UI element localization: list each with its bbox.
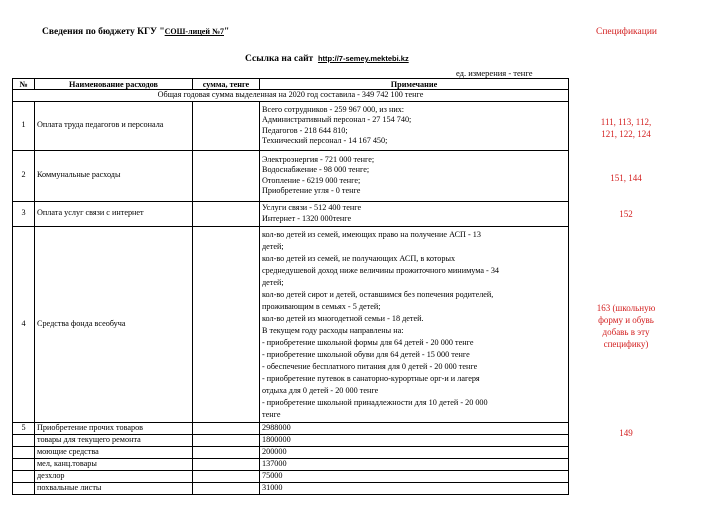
- note-line: Интернет - 1320 000тенге: [262, 213, 352, 223]
- row-note: 137000: [260, 458, 569, 470]
- row-num: 4: [13, 226, 35, 422]
- note-line: Технический персонал - 14 167 450;: [262, 136, 388, 145]
- row-sum: [193, 150, 260, 201]
- row-note: 75000: [260, 470, 569, 482]
- row-sum: [193, 101, 260, 150]
- row-note: [260, 226, 569, 422]
- row-num: 2: [13, 150, 35, 201]
- table-row: [13, 434, 569, 446]
- note-line: - приобретение школьной формы для 64 детей - 20 000 тенге: [262, 338, 474, 347]
- note-line: Всего сотрудников - 259 967 000, из них:: [262, 104, 405, 114]
- spec-codes-1: [581, 116, 671, 140]
- row-sum: [193, 470, 260, 482]
- spec-code-line: 111, 113, 112,: [600, 117, 652, 127]
- row-note: [260, 150, 569, 201]
- title-suffix: ": [224, 27, 230, 37]
- row-sum: [193, 458, 260, 470]
- table-row: [13, 482, 569, 494]
- title-prefix: Сведения по бюджету КГУ ": [42, 27, 165, 37]
- note-line: отдыха для 0 детей - 20 000 тенге: [262, 386, 379, 395]
- spec-codes-2: [581, 172, 671, 184]
- unit-note: ед. измерения - тенге: [456, 68, 533, 78]
- row-name: Оплата труда педагогов и персонала: [35, 101, 193, 150]
- row-note: [260, 101, 569, 150]
- table-row: [13, 470, 569, 482]
- table-row: [13, 458, 569, 470]
- table-row: [13, 422, 569, 434]
- total-line: Общая годовая сумма выделенная на 2020 год составила - 349 742 100 тенге: [13, 90, 569, 102]
- school-name: СОШ-лицей №7: [164, 27, 224, 36]
- col-header-name: Наименование расходов: [35, 79, 193, 90]
- row-name: Средства фонда всеобуча: [35, 226, 193, 422]
- row-sum: [193, 434, 260, 446]
- row-note: 2988000: [260, 422, 569, 434]
- spec-codes-4: [581, 302, 671, 350]
- note-line: - приобретение школьной принадлежности для 10 детей - 20 000: [262, 398, 488, 407]
- note-line: Административный персонал - 27 154 740;: [262, 115, 412, 124]
- note-line: проживающим в семьях - 5 детей;: [262, 302, 381, 311]
- note-line: кол-во детей сирот и детей, оставшимся без попечения родителей,: [262, 290, 494, 299]
- row-name: Оплата услуг связи с интернет: [35, 201, 193, 226]
- row-num: [13, 458, 35, 470]
- spec-codes-3: [581, 208, 671, 220]
- row-note: 200000: [260, 446, 569, 458]
- row-name: моющие средства: [35, 446, 193, 458]
- note-line: Услуги связи - 512 400 тенге: [262, 203, 362, 212]
- note-line: среднедушевой доход ниже величины прожиточного минимума - 34: [262, 266, 500, 275]
- table-row: [13, 201, 569, 226]
- col-header-sum: сумма, тенге: [193, 79, 260, 90]
- row-sum: [193, 482, 260, 494]
- row-note: 1800000: [260, 434, 569, 446]
- spec-code-line: добавь в эту: [602, 327, 650, 337]
- spec-code-line: 151, 144: [610, 173, 642, 183]
- note-line: кол-во детей из семей, не получающих АСП, в которых: [262, 254, 456, 263]
- row-num: [13, 434, 35, 446]
- note-line: - приобретение школьной обуви для 64 детей - 15 000 тенге: [262, 350, 470, 359]
- row-name: товары для текущего ремонта: [35, 434, 193, 446]
- row-name: мел, канц.товары: [35, 458, 193, 470]
- table-row: [13, 150, 569, 201]
- spec-code-line: 121, 122, 124: [601, 129, 651, 139]
- note-line: кол-во детей из семей, имеющих право на получение АСП - 13: [262, 230, 481, 239]
- note-line: детей;: [262, 278, 284, 287]
- total-row: [13, 90, 569, 102]
- note-line: кол-во детей из многодетной семьи - 18 детей.: [262, 314, 424, 323]
- row-note: [260, 201, 569, 226]
- note-line: - приобретение путевок в санаторно-курортные орг-и и лагеря: [262, 374, 480, 383]
- budget-table: [12, 78, 569, 495]
- row-num: 3: [13, 201, 35, 226]
- row-name: похвальные листы: [35, 482, 193, 494]
- document-title: [42, 27, 229, 37]
- spec-code-line: 149: [619, 428, 633, 438]
- row-num: [13, 446, 35, 458]
- table-row: [13, 446, 569, 458]
- spec-code-line: форму и обувь: [598, 315, 654, 325]
- site-label: Ссылка на сайт: [245, 54, 314, 64]
- site-url-link[interactable]: http://7-semey.mektebi.kz: [317, 54, 409, 63]
- note-line: Водоснабжение - 98 000 тенге;: [262, 165, 370, 174]
- site-link-row: [245, 54, 409, 64]
- row-num: 5: [13, 422, 35, 434]
- note-line: Отопление - 6219 000 тенге;: [262, 175, 361, 185]
- row-num: 1: [13, 101, 35, 150]
- table-row: [13, 101, 569, 150]
- row-name: Приобретение прочих товаров: [35, 422, 193, 434]
- note-line: В текущем году расходы направлены на:: [262, 326, 404, 335]
- row-sum: [193, 201, 260, 226]
- specifics-link[interactable]: Спецификации: [596, 27, 657, 37]
- row-note: 31000: [260, 482, 569, 494]
- spec-code-line: 152: [619, 209, 633, 219]
- note-line: детей;: [262, 242, 284, 251]
- note-line: тенге: [262, 410, 281, 419]
- spec-code-line: специфику): [603, 339, 649, 349]
- row-sum: [193, 446, 260, 458]
- spec-code-line: 163 (школьную: [596, 303, 656, 313]
- note-line: Электроэнергия - 721 000 тенге;: [262, 154, 375, 164]
- row-sum: [193, 226, 260, 422]
- row-name: дезхлор: [35, 470, 193, 482]
- row-sum: [193, 422, 260, 434]
- col-header-note: Примечание: [260, 79, 569, 90]
- note-line: Педагогов - 218 644 810;: [262, 125, 348, 135]
- col-header-num: №: [13, 79, 35, 90]
- table-row: [13, 226, 569, 422]
- note-line: Приобретение угля - 0 тенге: [262, 186, 361, 195]
- row-num: [13, 482, 35, 494]
- row-num: [13, 470, 35, 482]
- spec-codes-5: [581, 427, 671, 439]
- row-name: Коммунальные расходы: [35, 150, 193, 201]
- note-line: - обеспечение бесплатного питания для 0 детей - 20 000 тенге: [262, 362, 478, 371]
- table-header-row: [13, 79, 569, 90]
